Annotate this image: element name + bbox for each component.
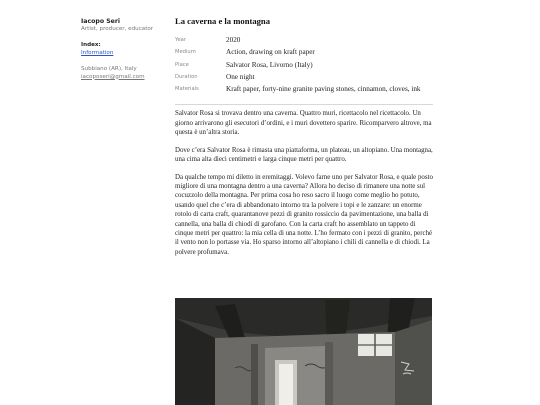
sidebar [81, 18, 161, 81]
meta-row [175, 34, 433, 46]
email-link[interactable]: iacoposeri@gmail.com [81, 73, 145, 80]
meta-value: 2020 [226, 36, 241, 45]
work-metadata-table [175, 34, 433, 95]
work-description [175, 109, 433, 257]
information-link[interactable]: Information [81, 49, 114, 56]
main-content [175, 16, 433, 265]
paragraph: Dove c’era Salvator Rosa è rimasta una piattaforma, un plateau, un altopiano. Una montagna, una cima alta dieci centimetri e larga cinque metri per quattro. [175, 146, 433, 164]
meta-value: One night [226, 73, 255, 82]
meta-key: Place [175, 61, 189, 68]
meta-key: Duration [175, 74, 198, 81]
meta-value: Action, drawing on kraft paper [226, 48, 315, 57]
abandoned-building-interior-photo [175, 298, 432, 405]
meta-row [175, 83, 433, 95]
paragraph: Salvator Rosa si trovava dentro una caverna. Quattro muri, ricettacolo nel ricettacolo. Un giorno arrivarono gli esecutori d’ordini, e i muri dovettero sparire. Ricomparvero altrove, ma questa è un’altra storia. [175, 110, 432, 137]
location-text: Subbiano (AR), Italy [81, 66, 137, 72]
divider [175, 104, 433, 105]
meta-row [175, 71, 433, 83]
meta-row [175, 59, 433, 71]
meta-key: Materials [175, 86, 199, 93]
artwork-photo [175, 298, 432, 405]
author-role: Artist, producer, educator [81, 25, 154, 32]
meta-value: Kraft paper, forty-nine granite paving stones, cinnamon, cloves, ink [226, 85, 421, 94]
page-title: La caverna e la montagna [175, 16, 271, 26]
meta-row [175, 46, 433, 58]
index-label: Index: [81, 42, 101, 48]
paragraph: Da qualche tempo mi diletto in eremitaggi. Volevo farne uno per Salvator Rosa, e quale posto migliore di una montagna dentro a una caverna? Allora ho deciso di rimanere una notte sul cocuzzolo della montagna. Per prima cosa ho reso sacro il luogo come meglio ho potuto, usando quel che c’era di abbandonato intorno tra la polvere i topi e le zanzare: un enorme rotolo di carta craft, quarantanove pezzi di granito rossiccio da pavimentazione, una balla di cannella, una balla di chiodi di garofano. Con la carta craft ho assemblato un tappeto di cinque metri per quattro: la mia cella di una notte. L’ho fermato con i pezzi di granito, perché il vento non lo portasse via. Ho sparso intorno all’altopiano i chili di cannella e di chiodi. La polvere profumava. [175, 173, 433, 256]
author-name[interactable]: Iacopo Seri [81, 18, 121, 25]
meta-value: Salvator Rosa, Livorno (Italy) [226, 60, 313, 69]
meta-key: Medium [175, 49, 196, 56]
meta-key: Year [175, 37, 186, 44]
